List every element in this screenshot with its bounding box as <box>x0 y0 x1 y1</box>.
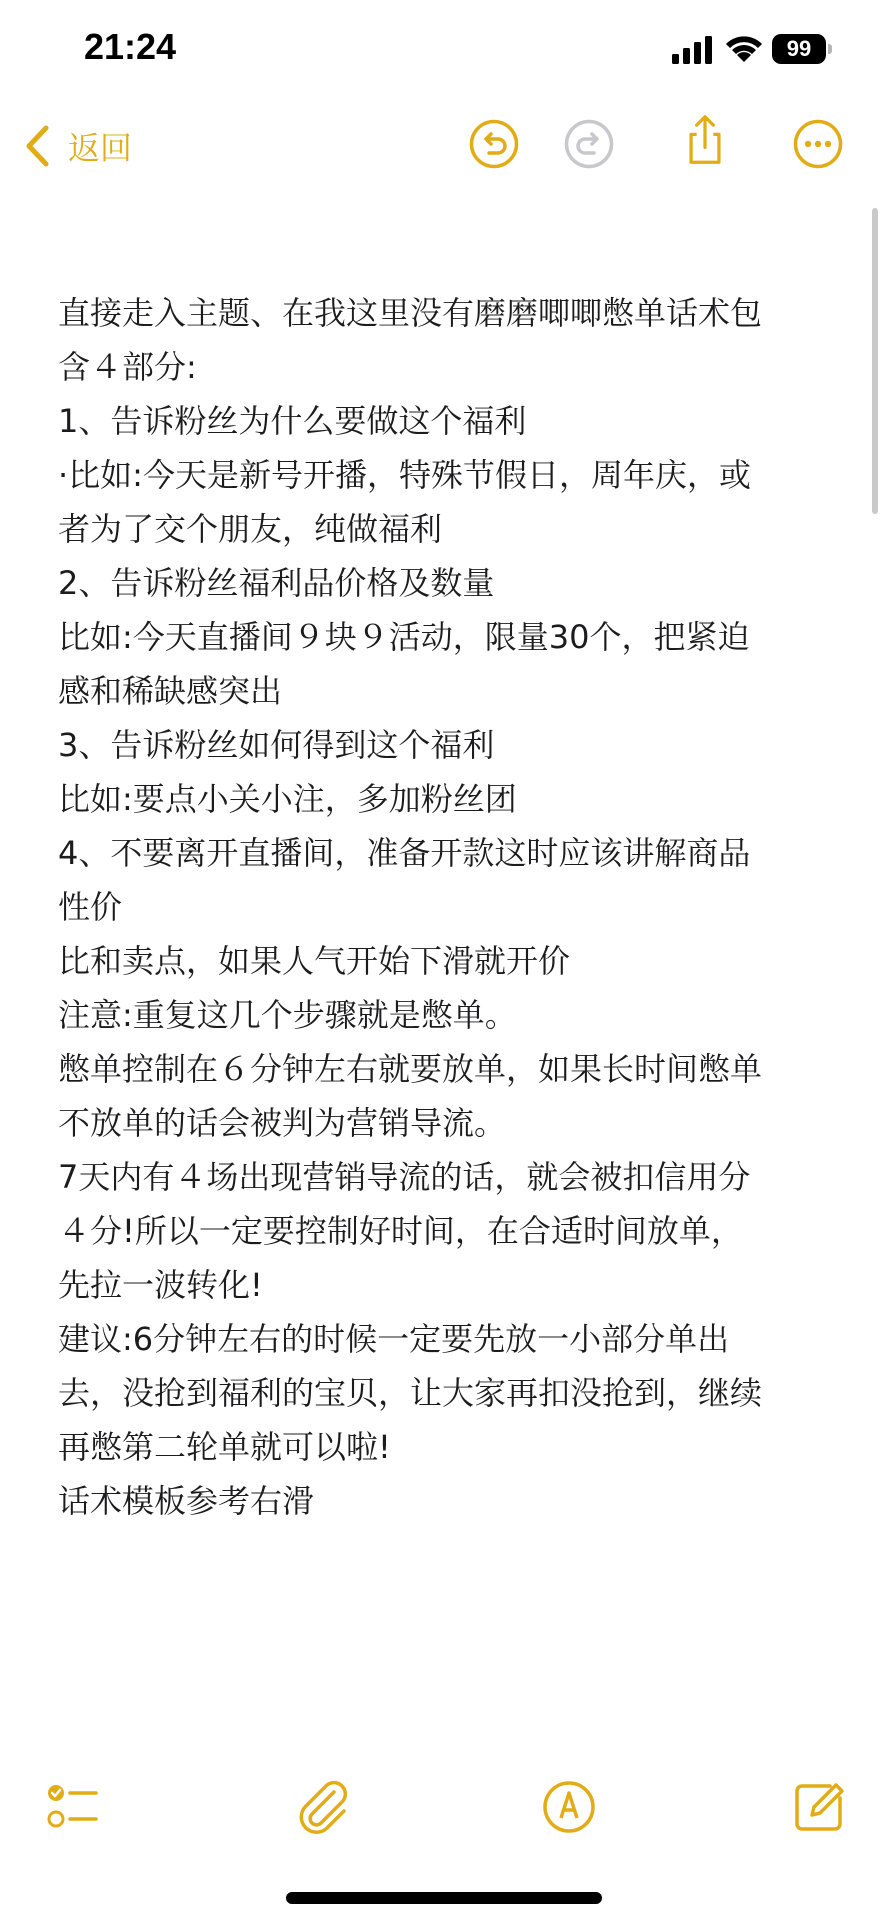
note-line: 先拉一波转化! <box>58 1266 263 1304</box>
nav-bar <box>0 110 887 180</box>
note-line: 话术模板参考右滑 <box>58 1482 315 1520</box>
note-line: 比如:要点小关小注，多加粉丝团 <box>58 780 517 818</box>
note-line: 比如:今天直播间９块９活动，限量30个，把紧迫 <box>58 618 750 656</box>
note-line: 者为了交个朋友，纯做福利 <box>58 510 443 548</box>
back-button[interactable] <box>24 118 132 174</box>
note-line: 注意:重复这几个步骤就是憋单。 <box>58 996 517 1034</box>
battery-icon <box>772 34 834 64</box>
back-label: 返回 <box>68 129 133 167</box>
signal-icon <box>672 36 714 64</box>
note-body[interactable] <box>58 286 838 1528</box>
undo-icon[interactable] <box>468 118 520 170</box>
status-bar <box>0 0 887 100</box>
note-line: 去，没抢到福利的宝贝，让大家再扣没抢到，继续 <box>58 1374 763 1412</box>
redo-icon[interactable] <box>563 118 615 170</box>
wifi-icon <box>724 32 764 64</box>
note-line: 再憋第二轮单就可以啦! <box>58 1428 391 1466</box>
note-line: 比和卖点，如果人气开始下滑就开价 <box>58 942 571 980</box>
note-line: 建议:6分钟左右的时候一定要先放一小部分单出 <box>58 1320 730 1358</box>
markup-pen-icon[interactable] <box>540 1778 598 1836</box>
paperclip-icon[interactable] <box>296 1778 354 1836</box>
battery-cap <box>828 44 832 54</box>
note-line: 7天内有４场出现营销导流的话，就会被扣信用分 <box>58 1158 751 1196</box>
note-line: 性价 <box>58 888 123 926</box>
note-line: 感和稀缺感突出 <box>58 672 283 710</box>
compose-icon[interactable] <box>790 1778 848 1836</box>
battery-level: 99 <box>772 34 826 64</box>
note-line: 1、告诉粉丝为什么要做这个福利 <box>58 402 527 440</box>
note-line: 憋单控制在６分钟左右就要放单，如果长时间憋单 <box>58 1050 763 1088</box>
chevron-left-icon <box>24 124 50 168</box>
note-line: ４分!所以一定要控制好时间，在合适时间放单， <box>58 1212 743 1250</box>
share-icon[interactable] <box>679 114 731 166</box>
note-line: ·比如:今天是新号开播，特殊节假日，周年庆，或 <box>58 456 751 494</box>
note-line: 直接走入主题、在我这里没有磨磨唧唧憋单话术包 <box>58 294 763 332</box>
more-icon[interactable] <box>792 118 844 170</box>
bottom-toolbar <box>0 1770 887 1842</box>
note-line: 不放单的话会被判为营销导流。 <box>58 1104 507 1142</box>
note-line: 4、不要离开直播间，准备开款这时应该讲解商品 <box>58 834 751 872</box>
scroll-indicator[interactable] <box>872 208 878 514</box>
home-indicator[interactable] <box>286 1892 602 1904</box>
note-line: 3、告诉粉丝如何得到这个福利 <box>58 726 495 764</box>
checklist-icon[interactable] <box>44 1778 102 1836</box>
note-line: 含４部分: <box>58 348 197 386</box>
status-time: 21:24 <box>84 26 177 67</box>
note-line: 2、告诉粉丝福利品价格及数量 <box>58 564 495 602</box>
